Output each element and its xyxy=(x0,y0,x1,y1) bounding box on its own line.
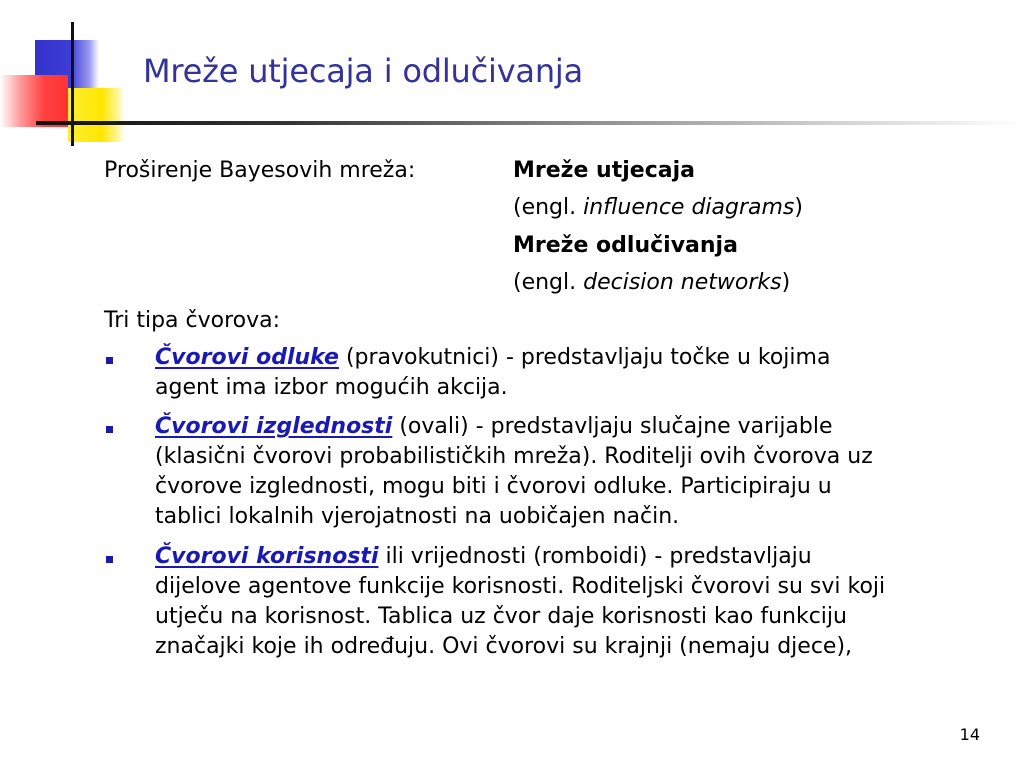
bullet-item-utility-nodes xyxy=(155,542,1005,662)
bullet-text: (klasični čvorovi probabilističkih mreža). Roditelji ovih čvorova uz xyxy=(155,444,873,469)
influence-suffix: ) xyxy=(794,195,803,220)
slide-title: Mreže utjecaja i odlučivanja xyxy=(143,52,584,90)
bullet-text: (ovali) - predstavljaju slučajne varijable xyxy=(392,414,833,439)
decorative-red-square xyxy=(0,75,68,127)
decision-english-line xyxy=(513,268,790,298)
decision-title: Mreže odlučivanja xyxy=(513,233,738,258)
bullet-line xyxy=(155,412,1005,442)
bullet-marker xyxy=(106,556,113,563)
influence-title: Mreže utjecaja xyxy=(513,158,695,183)
bullet-text: ili vrijednosti (romboidi) - predstavljaju xyxy=(378,544,812,569)
bullet-item-decision-nodes xyxy=(155,343,1005,403)
types-heading: Tri tipa čvorova: xyxy=(104,308,281,333)
bullet-text: tablici lokalnih vjerojatnosti na uobičajen način. xyxy=(155,504,680,529)
influence-prefix: (engl. xyxy=(513,195,584,220)
bullet-text: agent ima izbor mogućih akcija. xyxy=(155,375,508,400)
decorative-yellow-square xyxy=(68,88,124,142)
bullet-text: dijelove agentove funkcije korisnosti. Roditeljski čvorovi su svi koji xyxy=(155,574,886,599)
bullet-marker xyxy=(106,426,113,433)
influence-term: influence diagrams xyxy=(583,195,795,220)
decorative-vertical-line xyxy=(71,22,74,146)
bullet-marker xyxy=(106,357,113,364)
decision-term: decision networks xyxy=(583,270,782,295)
bullet-text: utječu na korisnost. Tablica uz čvor daje korisnosti kao funkciju xyxy=(155,604,847,629)
intro-label: Proširenje Bayesovih mreža: xyxy=(104,158,416,183)
bullet-text: čvorove izglednosti, mogu biti i čvorovi odluke. Participiraju u xyxy=(155,474,832,499)
bullet-line xyxy=(155,542,1005,572)
term-link[interactable]: Čvorovi izglednosti xyxy=(155,414,393,439)
decision-prefix: (engl. xyxy=(513,270,584,295)
bullet-item-chance-nodes xyxy=(155,412,1005,532)
bullet-text: (pravokutnici) - predstavljaju točke u kojima xyxy=(338,345,831,370)
term-link[interactable]: Čvorovi odluke xyxy=(155,345,339,370)
decision-suffix: ) xyxy=(781,270,791,295)
bullet-text: značajki koje ih određuju. Ovi čvorovi su krajnji (nemaju djece), xyxy=(155,634,853,659)
influence-english-line xyxy=(513,193,803,223)
title-underline-rule xyxy=(36,121,1024,125)
term-link[interactable]: Čvorovi korisnosti xyxy=(155,544,379,569)
page-number: 14 xyxy=(959,725,980,744)
bullet-line xyxy=(155,343,1005,373)
